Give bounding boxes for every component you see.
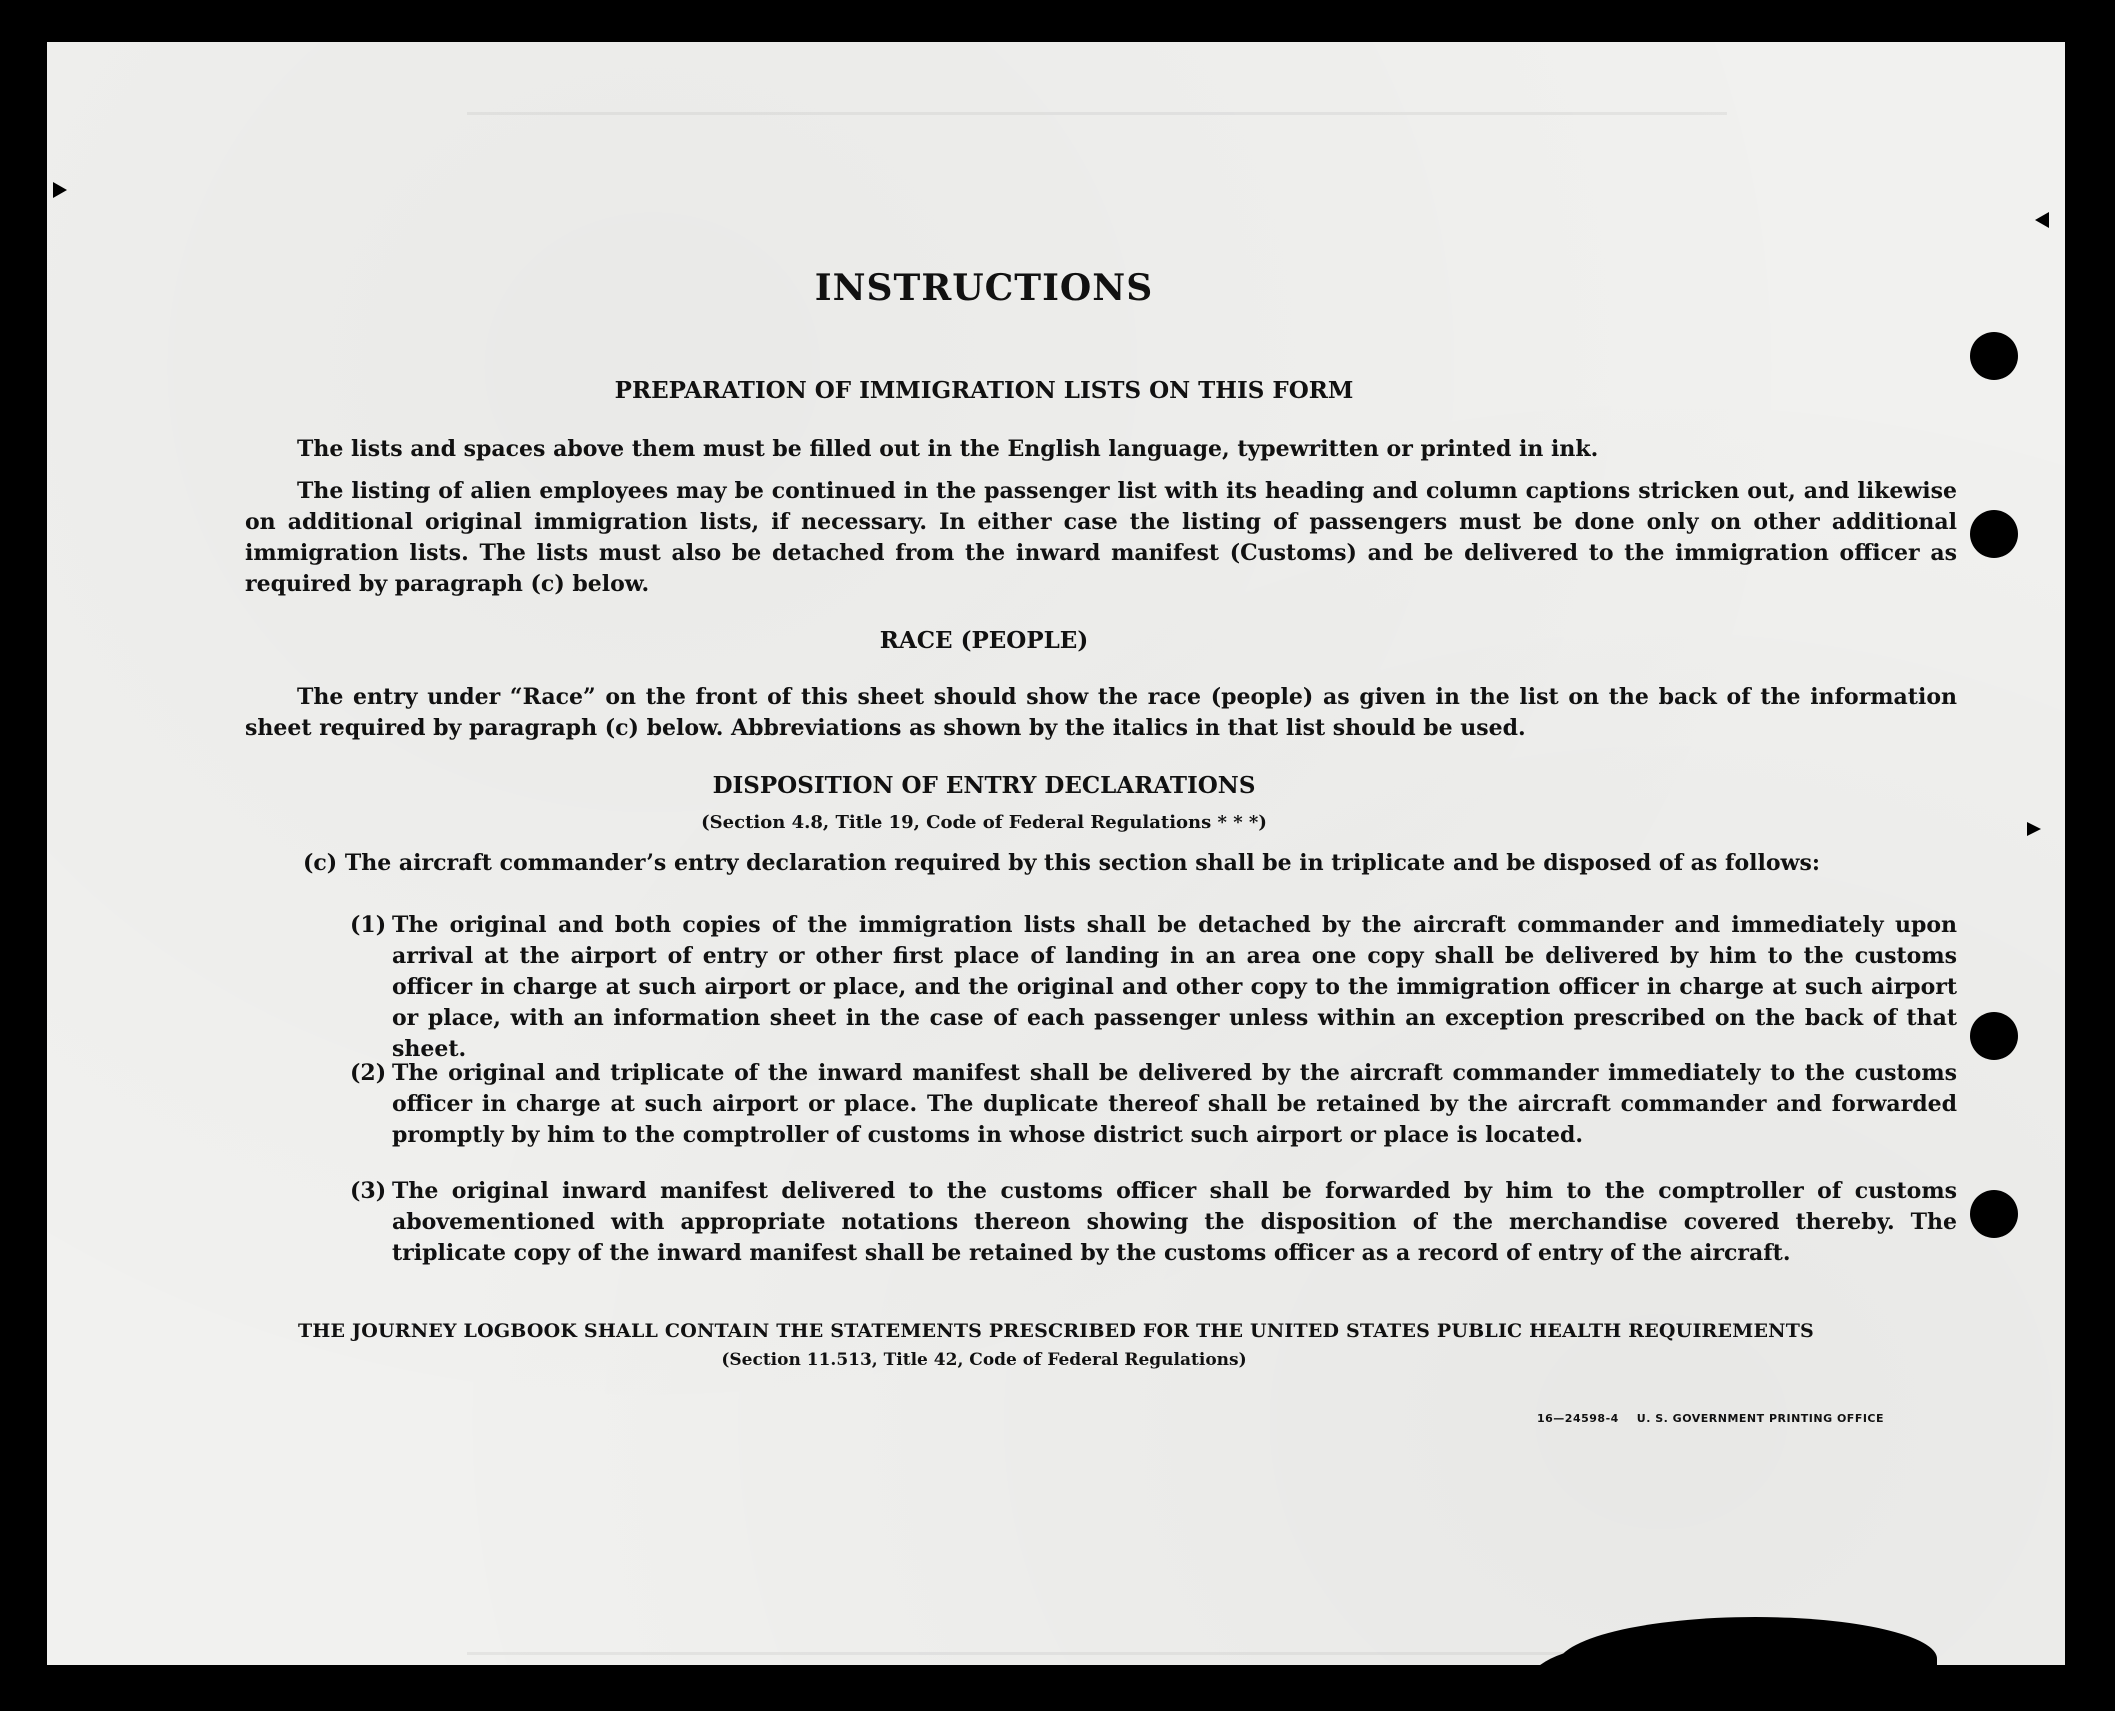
section-heading-preparation: PREPARATION OF IMMIGRATION LISTS ON THIS FORM — [614, 377, 1354, 404]
printer-name: U. S. GOVERNMENT PRINTING OFFICE — [1636, 1412, 1885, 1425]
printer-imprint — [1537, 1412, 1902, 1425]
section-heading-race: RACE (PEOPLE) — [879, 627, 1089, 654]
document-page — [47, 42, 2065, 1665]
section-heading-disposition: DISPOSITION OF ENTRY DECLARATIONS — [712, 772, 1256, 799]
list-item-number: (2) — [350, 1060, 387, 1086]
punch-hole — [1970, 332, 2018, 380]
footer-statement: THE JOURNEY LOGBOOK SHALL CONTAIN THE STATEMENTS PRESCRIBED FOR THE UNITED STATES PUBLIC HEALTH REQUIREMENTS — [298, 1320, 1814, 1342]
torn-edge — [1527, 1647, 1647, 1665]
page-title: INSTRUCTIONS — [814, 267, 1154, 309]
list-item-number: (1) — [350, 912, 387, 938]
paragraph-disposition-lead: (c) The aircraft commander’s entry declaration required by this section shall be in triplicate and be disposed of as follows: — [303, 850, 1820, 876]
registration-mark — [2035, 212, 2049, 228]
list-item — [350, 910, 1957, 1065]
paragraph-race-1: The entry under “Race” on the front of this sheet should show the race (people) as given in the list on the back of the information sheet required by paragraph (c) below. Abbreviations as shown by the italics in that list should be used. — [245, 684, 1957, 741]
punch-hole — [1970, 510, 2018, 558]
list-item-text: The original inward manifest delivered to the customs officer shall be forwarded by him to the comptroller of customs abovementioned with appropriate notations thereon showing the disposition of the merchandise covered thereby. The triplicate copy of the inward manifest shall be retained by the customs officer as a record of entry of the aircraft. — [392, 1178, 1957, 1266]
list-item — [350, 1176, 1957, 1269]
list-item — [350, 1058, 1957, 1151]
section-citation-disposition: (Section 4.8, Title 19, Code of Federal Regulations * * *) — [701, 812, 1267, 833]
list-item-number: (3) — [350, 1178, 387, 1204]
registration-mark — [2027, 822, 2041, 836]
paragraph-preparation-1: The lists and spaces above them must be filled out in the English language, typewritten or printed in ink. — [297, 436, 1599, 462]
footer-citation: (Section 11.513, Title 42, Code of Federal Regulations) — [721, 1350, 1247, 1370]
punch-hole — [1970, 1012, 2018, 1060]
list-item-text: The original and triplicate of the inward manifest shall be delivered by the aircraft commander immediately to the customs officer in charge at such airport or place. The duplicate thereof shall be retained by the aircraft commander and forwarded promptly by him to the comptroller of customs in whose district such airport or place is located. — [392, 1060, 1957, 1148]
list-item-text: The original and both copies of the immigration lists shall be detached by the aircraft commander and immediately upon arrival at the airport of entry or other first place of landing in an area one copy shall be delivered by him to the customs officer in charge at such airport or place, and the original and other copy to the immigration officer in charge at such airport or place, with an information sheet in the case of each passenger unless within an exception prescribed on the back of that sheet. — [392, 912, 1957, 1062]
form-number: 16—24598-4 — [1537, 1412, 1619, 1425]
paragraph-preparation-2: The listing of alien employees may be continued in the passenger list with its heading and column captions stricken out, and likewise on additional original immigration lists, if necessary. In either case the listing of passengers must be done only on other additional immigration lists. The lists must also be detached from the inward manifest (Customs) and be delivered to the immigration officer as required by paragraph (c) below. — [245, 478, 1957, 597]
punch-hole — [1970, 1190, 2018, 1238]
registration-mark — [53, 182, 67, 198]
